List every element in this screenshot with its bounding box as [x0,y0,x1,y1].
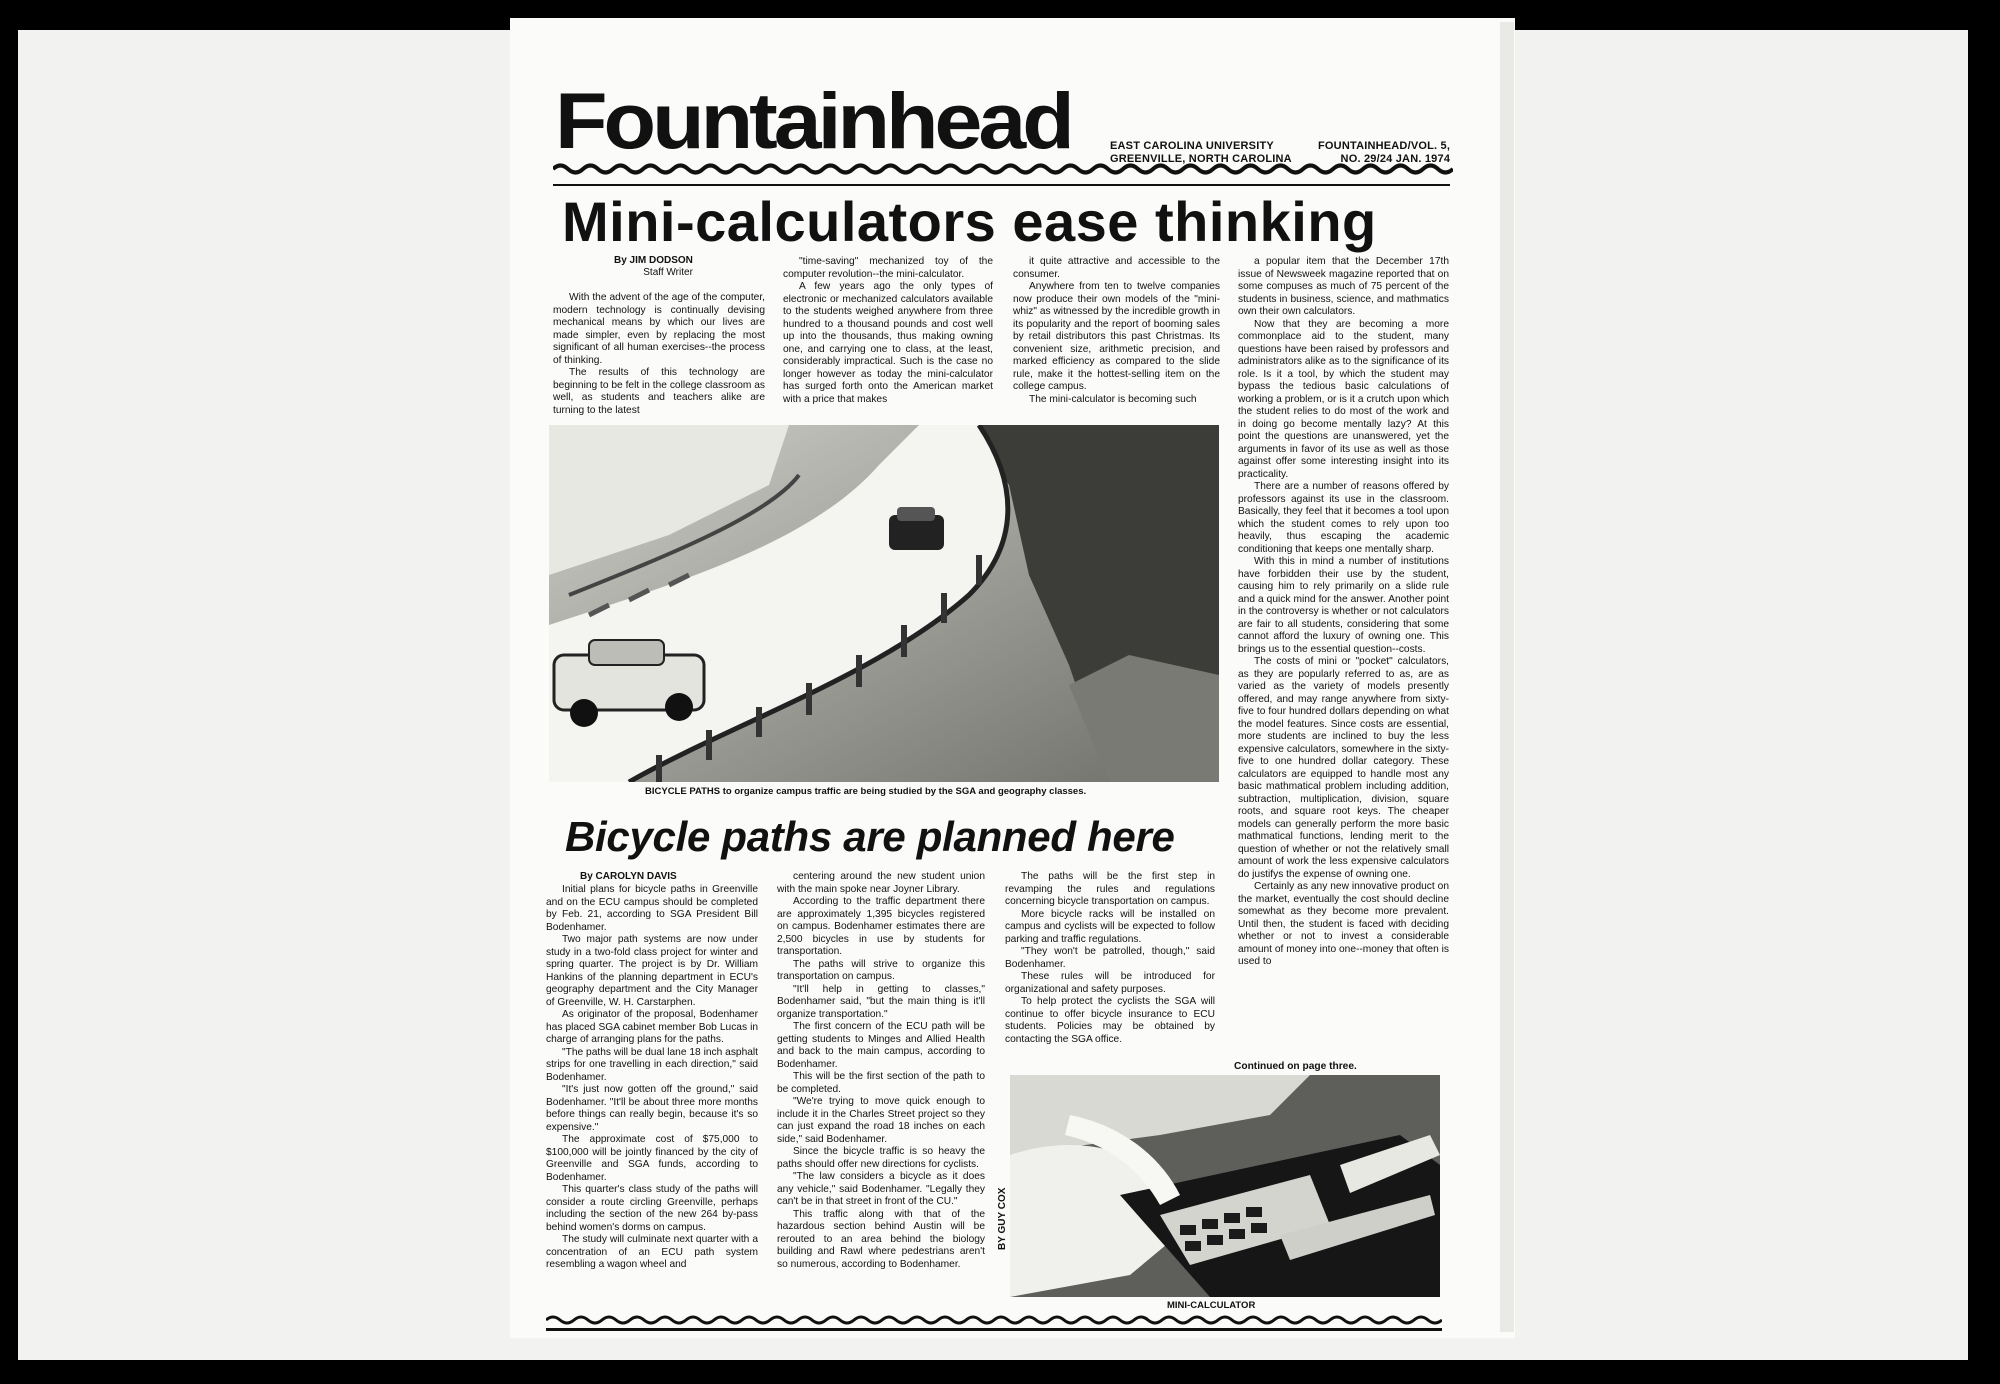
paragraph: The results of this technology are beginning to be felt in the college classroom as well, as students and teachers alike are turning to the latest [553,367,765,416]
bottom-wave-rule [546,1314,1442,1326]
paragraph: As originator of the proposal, Bodenhamer has placed SGA cabinet member Bob Lucas in charge of arranging plans for the paths. [546,1009,758,1045]
masthead-thin-rule [553,184,1450,186]
paragraph: "The paths will be dual lane 18 inch asphalt strips for one travelling in each direction," said Bodenhamer. [546,1046,758,1083]
paragraph: The costs of mini or "pocket" calculators, as they are popularly referred to as, are as varied as the variety of models presently offered, and may range anywhere from sixty-five to four hundred dollars depending on what the model features. Since costs are essential, more students are inclined to buy the less expensive calculators, somewhere in the sixty-five to one hundred dollar category. These calculators are equipped to handle most any basic mathmatical problem including addition, subtraction, multiplication, division, square roots, and square root keys. The cheaper models can generally perform the more basic mathmatical functions, lending merit to the question of whether or not the relatively small amount of work the less expensive calculators do justifys the expense of owning one. [1238,656,1449,880]
headline-mini-calculators: Mini-calculators ease thinking [562,190,1377,253]
paragraph: According to the traffic department there are approximately 1,395 bicycles registered on campus. Bodenhamer estimates there are 2,500 bicycles in use by students for transportation. [777,896,985,957]
paragraph: "It's just now gotten off the ground," said Bodenhamer. "It'll be about three more months before things can really begin, because it's so expensive." [546,1084,758,1133]
article1-column-2 [783,256,993,422]
issue-line-1: FOUNTAINHEAD/VOL. 5, [1318,140,1451,152]
issue-line-2: NO. 29/24 JAN. 1974 [1340,153,1451,165]
article1-column-3 [1013,256,1220,422]
byline-jim-dodson [614,255,693,279]
photo-mini-calculator [1010,1075,1440,1297]
paragraph: These rules will be introduced for organizational and safety purposes. [1005,971,1215,995]
continued-note: Continued on page three. [1234,1061,1357,1072]
road-photo-illustration [549,425,1219,782]
headline-bicycle-paths: Bicycle paths are planned here [565,813,1175,860]
paragraph: centering around the new student union with the main spoke near Joyner Library. [777,871,985,895]
page-edge [1500,22,1514,1332]
paragraph: This quarter's class study of the paths will consider a route circling Greenville, perhaps including the section of the new 264 by-pass behind women's dorms on campus. [546,1184,758,1233]
paragraph: This will be the first section of the path to be completed. [777,1071,985,1095]
article2-column-2 [777,871,985,1314]
photo-road-traffic [549,425,1219,782]
paragraph: The mini-calculator is becoming such [1029,393,1197,405]
paragraph: "The law considers a bicycle as it does any vehicle," said Bodenhamer. "Legally they can't be in that street in front of the CU." [777,1171,985,1207]
paragraph: A few years ago the only types of electronic or mechanized calculators available to the students weighed anywhere from three hundred to a thousand pounds and cost well up into the thousands, thus making owning one, and carrying one to class, at the least, considerably impractical. Such is the case no longer however as today the mini-calculator has surged forth onto the American market with a price that makes [783,281,993,405]
paragraph: Certainly as any new innovative product on the market, eventually the cost should decline somewhat as they become more prevalent. Until then, the student is faced with deciding whether or not to invest a considerable amount of money into one--money that often is used to [1238,881,1449,967]
paragraph: With the advent of the age of the computer, modern technology is continually devising mechanical means by which our lives are made simpler, even by replacing the most significant of all human exercises--the process of thinking. [553,292,765,366]
paragraph: a popular item that the December 17th issue of Newsweek magazine reported that on some compuses as much of 75 percent of the students in business, science, and mathmatics own their own calculators. [1238,256,1449,317]
paragraph: Initial plans for bicycle paths in Greenville and on the ECU campus should be completed by Feb. 21, according to SGA President Bill Bodenhamer. [546,884,758,933]
paragraph: The study will culminate next quarter with a concentration of an ECU path system resembling a wagon wheel and [546,1234,758,1270]
masthead-title: Fountainhead [555,77,1071,166]
paragraph: Now that they are becoming a more commonplace aid to the student, many questions have been raised by professors and administrators alike as to the significance of its role. Is it a tool, by which the student may bypass the tedious basic calculations of working a problem, or is it a crutch upon which the student relies to do most of the work and in doing go become mentally lazy? At this point the questions are unanswered, yet the arguments in favor of its use as well as those against offer some interesting insight into its practicality. [1238,318,1449,480]
paragraph: The paths will be the first step in revamping the rules and regulations concerning bicycle transportation on campus. [1005,871,1215,907]
paragraph: Anywhere from ten to twelve companies now produce their own models of the "mini-whiz" as witnessed by the incredible growth in its popularity and the report of booming sales by retail distributors this past Christmas. Its convenient size, arithmetic precision, and marked efficiency as compared to the slide rule, make it the hottest-selling item on the college campus. [1013,281,1220,392]
article1-column-4 [1238,256,1449,1073]
paragraph: "It'll help in getting to classes," Bodenhamer said, "but the main thing is it'll organize transportation." [777,983,985,1020]
photo2-credit: BY GUY COX [997,1187,1008,1250]
calculator-photo-illustration [1010,1075,1440,1297]
masthead-wave-rule [553,162,1453,176]
paragraph: With this in mind a number of institutions have forbidden their use by the student, causing him to rely primarily on a slide rule and a quick mind for the answer. Another point in the controversy is whether or not calculators are fair to all students, considering that some cannot afford the luxury of owning one. This brings us to the essential question--costs. [1238,556,1449,655]
paragraph: Two major path systems are now under study in a two-fold class project for winter and spring quarter. The project is by Dr. William Hankins of the planning department in ECU's geography department and the City Manager of Greenville, W. H. Carstarphen. [546,934,758,1008]
paragraph: "time-saving" mechanized toy of the computer revolution--the mini-calculator. [783,256,993,280]
article2-column-3 [1005,871,1215,1061]
paragraph: The paths will strive to organize this transportation on campus. [777,958,985,982]
paragraph: it quite attractive and accessible to the consumer. [1013,256,1220,280]
paragraph: "They won't be patrolled, though," said Bodenhamer. [1005,946,1215,970]
paragraph: Since the bicycle traffic is so heavy the paths should offer new directions for cyclists. [777,1146,985,1170]
paragraph: "We're trying to move quick enough to include it in the Charles Street project so they can just expand the road 18 inches on each side," said Bodenhamer. [777,1096,985,1145]
paragraph: This traffic along with that of the hazardous section behind Austin will be rerouted to an area behind the biology building and Rawl where pedestrians aren't so numerous, according to Bodenhamer. [777,1208,985,1270]
university-line-2: GREENVILLE, NORTH CAROLINA [1110,153,1292,165]
article2-column-1 [546,884,758,1314]
university-line-1: EAST CAROLINA UNIVERSITY [1110,140,1274,152]
paragraph: The first concern of the ECU path will be getting students to Minges and Allied Health and back to the main campus, according to Bodenhamer. [777,1021,985,1070]
article1-column-1 [553,292,765,422]
photo1-caption: BICYCLE PATHS to organize campus traffic are being studied by the SGA and geography classes. [645,786,1087,797]
byline-name: By JIM DODSON [614,255,693,266]
photo2-caption: MINI-CALCULATOR [1167,1300,1256,1311]
paragraph: The approximate cost of $75,000 to $100,000 will be jointly financed by the city of Greenville and SGA funds, according to Bodenhamer. [546,1134,758,1183]
byline-carolyn-davis: By CAROLYN DAVIS [580,871,677,882]
paragraph: More bicycle racks will be installed on campus and cyclists will be expected to follow parking and traffic regulations. [1005,908,1215,945]
byline-role: Staff Writer [643,267,693,278]
paragraph: There are a number of reasons offered by professors against its use in the classroom. Basically, they feel that it becomes a tool upon which the student comes to rely upon too heavily, thus escaping the academic conditioning that keeps one mentally sharp. [1238,481,1449,555]
paragraph: To help protect the cyclists the SGA will continue to offer bicycle insurance to ECU students. Policies may be obtained by contacting the SGA office. [1005,996,1215,1045]
bottom-thin-rule [546,1328,1442,1331]
